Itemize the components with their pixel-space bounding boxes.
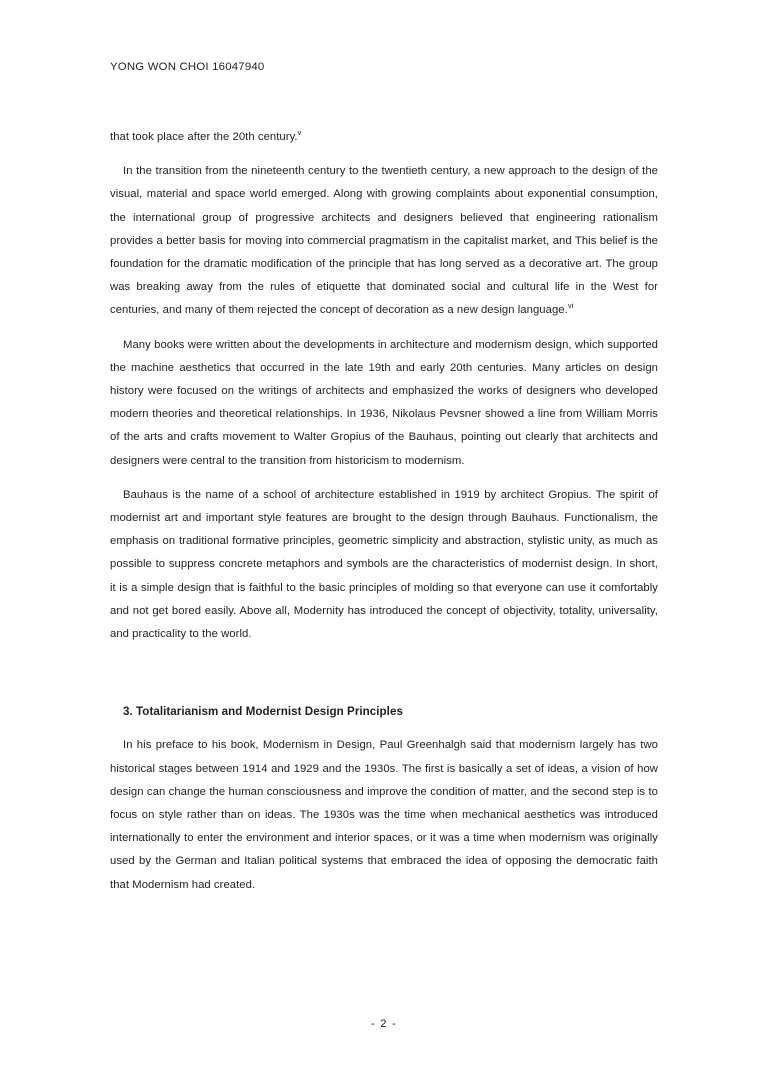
transition-paragraph — [110, 160, 658, 322]
continued-paragraph — [110, 126, 658, 149]
books-paragraph — [110, 334, 658, 473]
transition-paragraph-text: In the transition from the nineteenth century to the twentieth century, a new approach to the design of the visual, material and space world emerged. Along with growing complaints about exponential consumption, the international group of progressive architects and designers believed that engineering rationalism provides a better basis for moving into commercial pragmatism in the capitalist market, and This belief is the foundation for the dramatic modification of the principle that has long served as a decorative art. The group was breaking away from the rules of etiquette that dominated social and cultural life in the West for centuries, and many of them rejected the concept of decoration as a new design language. — [110, 165, 658, 317]
greenhalgh-paragraph-text: In his preface to his book, Modernism in Design, Paul Greenhalgh said that modernism largely has two historical stages between 1914 and 1929 and the 1930s. The first is basically a set of ideas, a vision of how design can change the human consciousness and improve the condition of matter, and the second step is to focus on style rather than on ideas. The 1930s was the time when mechanical aesthetics was introduced internationally to enter the environment and interior spaces, or it was a time when modernism was originally used by the German and Italian political systems that embraced the idea of opposing the democratic faith that Modernism had created. — [110, 739, 658, 891]
endnote-marker-v: v — [297, 128, 302, 138]
section-body — [110, 723, 658, 896]
continued-paragraph-text: that took place after the 20th century. — [110, 131, 298, 143]
section-heading: 3. Totalitarianism and Modernist Design Principles — [123, 705, 403, 719]
body-text-block — [110, 74, 658, 897]
bauhaus-paragraph-text: Bauhaus is the name of a school of architecture established in 1919 by architect Gropius. The spirit of modernist art and important style features are brought to the design through Bauhaus. Functionalism, the emphasis on traditional formative principles, geometric simplicity and abstraction, stylistic unity, as much as possible to suppress concrete metaphors and symbols are the characteristics of modernist design. In short, it is a simple design that is faithful to the basic principles of molding so that everyone can use it comfortably and not get bored easily. Above all, Modernity has introduced the concept of objectivity, totality, universality, and practicality to the world. — [110, 488, 658, 641]
running-head: YONG WON CHOI 16047940 — [110, 61, 265, 73]
bauhaus-paragraph — [110, 484, 658, 646]
page-content — [110, 0, 658, 897]
endnote-marker-vi: vi — [567, 301, 574, 311]
page-number-footer: - 2 - — [371, 1018, 397, 1030]
greenhalgh-paragraph — [110, 734, 658, 896]
books-paragraph-text: Many books were written about the developments in architecture and modernism design, which supported the machine aesthetics that occurred in the late 19th and early 20th centuries. Many articles on design history were focused on the writings of architects and emphasized the works of designers who developed modern theories and theoretical relationships. In 1936, Nikolaus Pevsner showed a line from William Morris of the arts and crafts movement to Walter Gropius of the Bauhaus, pointing out clearly that architects and designers were central to the transition from historicism to modernism. — [110, 338, 658, 467]
